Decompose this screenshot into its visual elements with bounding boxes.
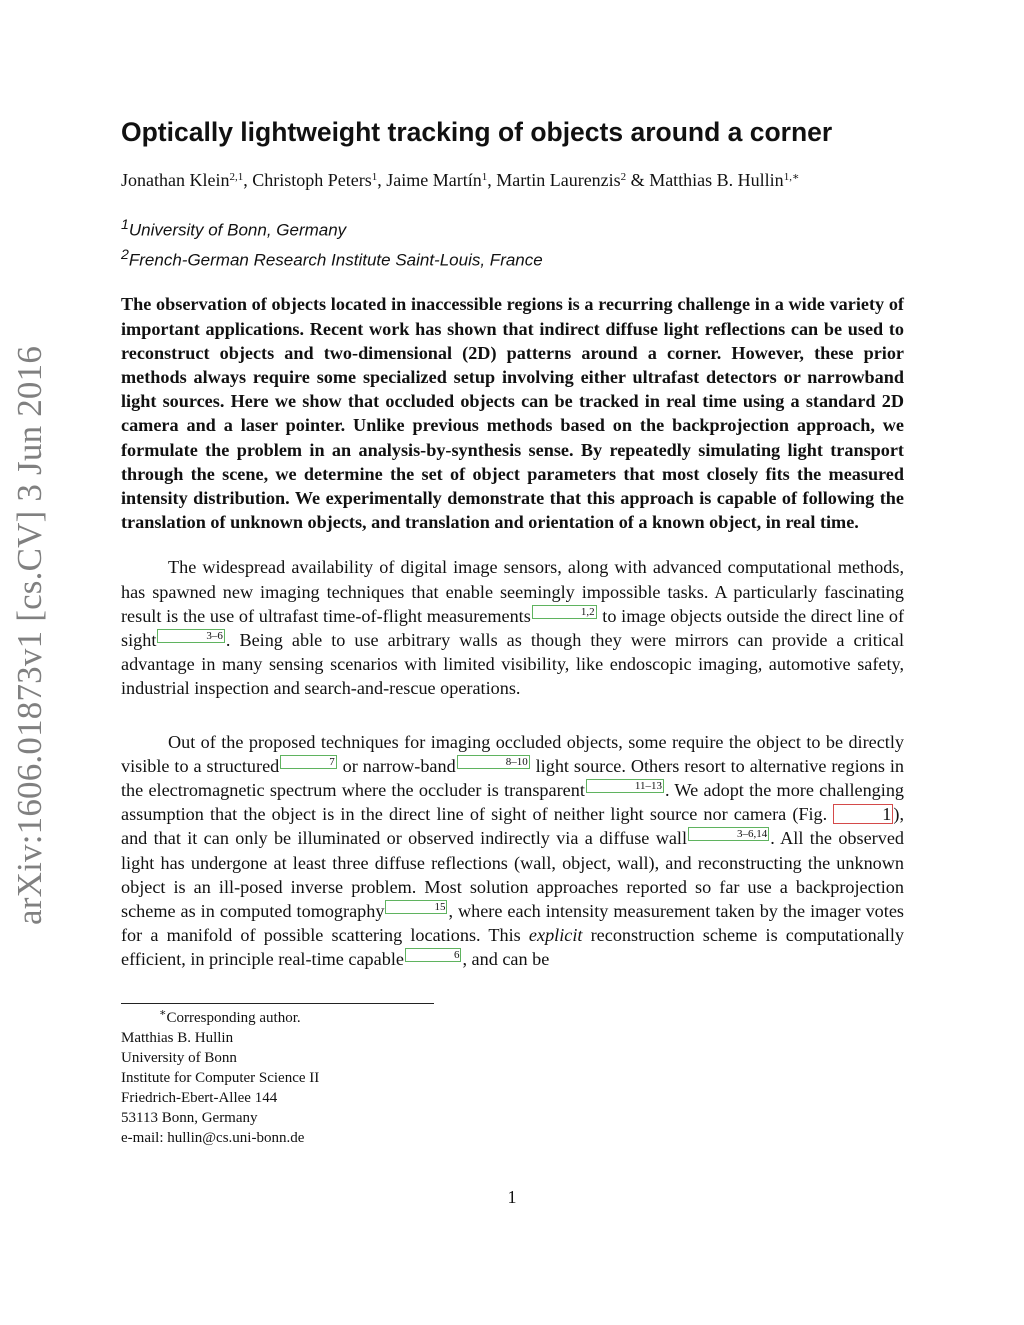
citation-link[interactable]: 3–6 (157, 629, 225, 643)
footnote-mark: ∗ (159, 1007, 167, 1019)
main-content (121, 110, 904, 972)
paragraph-text: . We adopt the more challenging assumption that the object is in the direct line of sight of neither light source nor camera (Fig. (121, 779, 905, 825)
paragraph-text: , and can be (462, 949, 550, 970)
author-affiliation-mark: 1,∗ (783, 171, 800, 183)
paragraph-text: . All the observed light has undergone at least three diffuse reflections (wall, object, wall), and reconstructing the unknown object is an ill-posed inverse problem. Most solution approaches reported so far use a backprojection scheme as in computed tomography (121, 828, 904, 921)
author-name: Christoph Peters (252, 170, 372, 190)
author-name: Matthias B. Hullin (649, 170, 784, 190)
footnote-divider (121, 1003, 434, 1004)
paragraph-text: or narrow-band (337, 755, 456, 776)
paper-title: Optically lightweight tracking of objects around a corner (121, 117, 833, 147)
citation-link[interactable]: 3–6,14 (688, 827, 769, 841)
abstract: The observation of objects located in inaccessible regions is a recurring challenge in a wide variety of important applications. Recent work has shown that indirect diffuse light reflections can be used to reconstruct objects and two-dimensional (2D) patterns around a corner. However, these prior methods always require some specialized setup involving either ultrafast detectors or narrowband light sources. Here we show that occluded objects can be tracked in real time using a standard 2D camera and a laser pointer. Unlike previous methods based on the backprojection approach, we formulate the problem in an analysis-by-synthesis sense. By repeatedly simulating light transport through the scene, we determine the set of object parameters that most closely fits the measured intensity distribution. We experimentally demonstrate that this approach is capable of following the translation of unknown objects, and translation and orientation of a known object, in real time. (121, 294, 904, 533)
citation-link[interactable]: 6 (405, 948, 462, 962)
footnote-line: University of Bonn (121, 1050, 237, 1066)
author-name: Martin Laurenzis (496, 170, 621, 190)
affiliation-text: French-German Research Institute Saint-Louis, France (128, 250, 543, 270)
author-separator: & (626, 170, 650, 190)
page-number: 1 (507, 1187, 517, 1207)
body-paragraph-2 (121, 730, 904, 972)
paragraph-text: light source. Others resort to alternative regions in the electromagnetic spectrum where the occluder is transparent (121, 755, 904, 800)
citation-link[interactable]: 15 (385, 900, 447, 914)
footnote (121, 1008, 319, 1148)
author-affiliation-mark: 2 (620, 171, 627, 183)
author-name: Jaime Martín (386, 170, 482, 190)
author-separator: , (243, 170, 253, 190)
citation-link[interactable]: 8–10 (457, 755, 530, 769)
footnote-line: Matthias B. Hullin (121, 1030, 234, 1046)
affiliation-line (121, 243, 904, 273)
emphasized-word: explicit (528, 925, 583, 946)
author-affiliation-mark: 1 (371, 171, 378, 183)
author-name: Jonathan Klein (121, 170, 230, 190)
author-separator: , (377, 170, 387, 190)
body-paragraph-1 (121, 555, 904, 700)
affiliation-line (121, 213, 904, 243)
footnote-text: Corresponding author. (166, 1010, 301, 1026)
footnote-line: Friedrich-Ebert-Allee 144 (121, 1090, 278, 1106)
footnote-line (121, 1008, 319, 1028)
paragraph-text: ), and that it can only be illuminated or observed indirectly via a diffuse wall (121, 804, 904, 849)
footnote-line: e-mail: hullin@cs.uni-bonn.de (121, 1130, 305, 1146)
figure-reference-link[interactable]: 1 (833, 804, 893, 824)
affiliations (121, 213, 904, 272)
citation-link[interactable]: 7 (280, 755, 337, 769)
affiliation-number: 2 (121, 246, 129, 263)
paragraph-text: . Being able to use arbitrary walls as though they were mirrors can provide a critical advantage in many sensing scenarios with limited visibility, like endoscopic imaging, automotive safety, industrial inspection and search-and-rescue operations. (121, 629, 904, 699)
paragraph-text: to image objects outside the direct line of sight (121, 605, 904, 650)
affiliation-number: 1 (121, 217, 129, 233)
paragraph-text: reconstruction scheme is computationally efficient, in principle real-time capable (121, 925, 904, 970)
author-list (121, 166, 904, 194)
author-affiliation-mark: 2,1 (229, 171, 244, 183)
paragraph-text: Out of the proposed techniques for imaging occluded objects, some require the object to be directly visible to a structured (121, 731, 904, 776)
footnote-line: 53113 Bonn, Germany (121, 1110, 258, 1126)
author-separator: , (487, 170, 497, 190)
affiliation-text: University of Bonn, Germany (128, 220, 347, 240)
citation-link[interactable]: 11–13 (586, 779, 664, 793)
arxiv-side-stamp: arXiv:1606.01873v1 [cs.CV] 3 Jun 2016 (10, 345, 49, 925)
paragraph-text: , where each intensity measurement taken by the imager votes for a manifold of possible scattering locations. This (121, 900, 904, 946)
footnote-line: Institute for Computer Science II (121, 1070, 320, 1086)
citation-link[interactable]: 1,2 (532, 605, 597, 619)
author-affiliation-mark: 1 (481, 171, 488, 183)
paragraph-text: The widespread availability of digital image sensors, along with advanced computational methods, has spawned new imaging techniques that enable seemingly impossible tasks. A particularly fascinating result is the use of ultrafast time-of-flight measurements (121, 557, 904, 626)
